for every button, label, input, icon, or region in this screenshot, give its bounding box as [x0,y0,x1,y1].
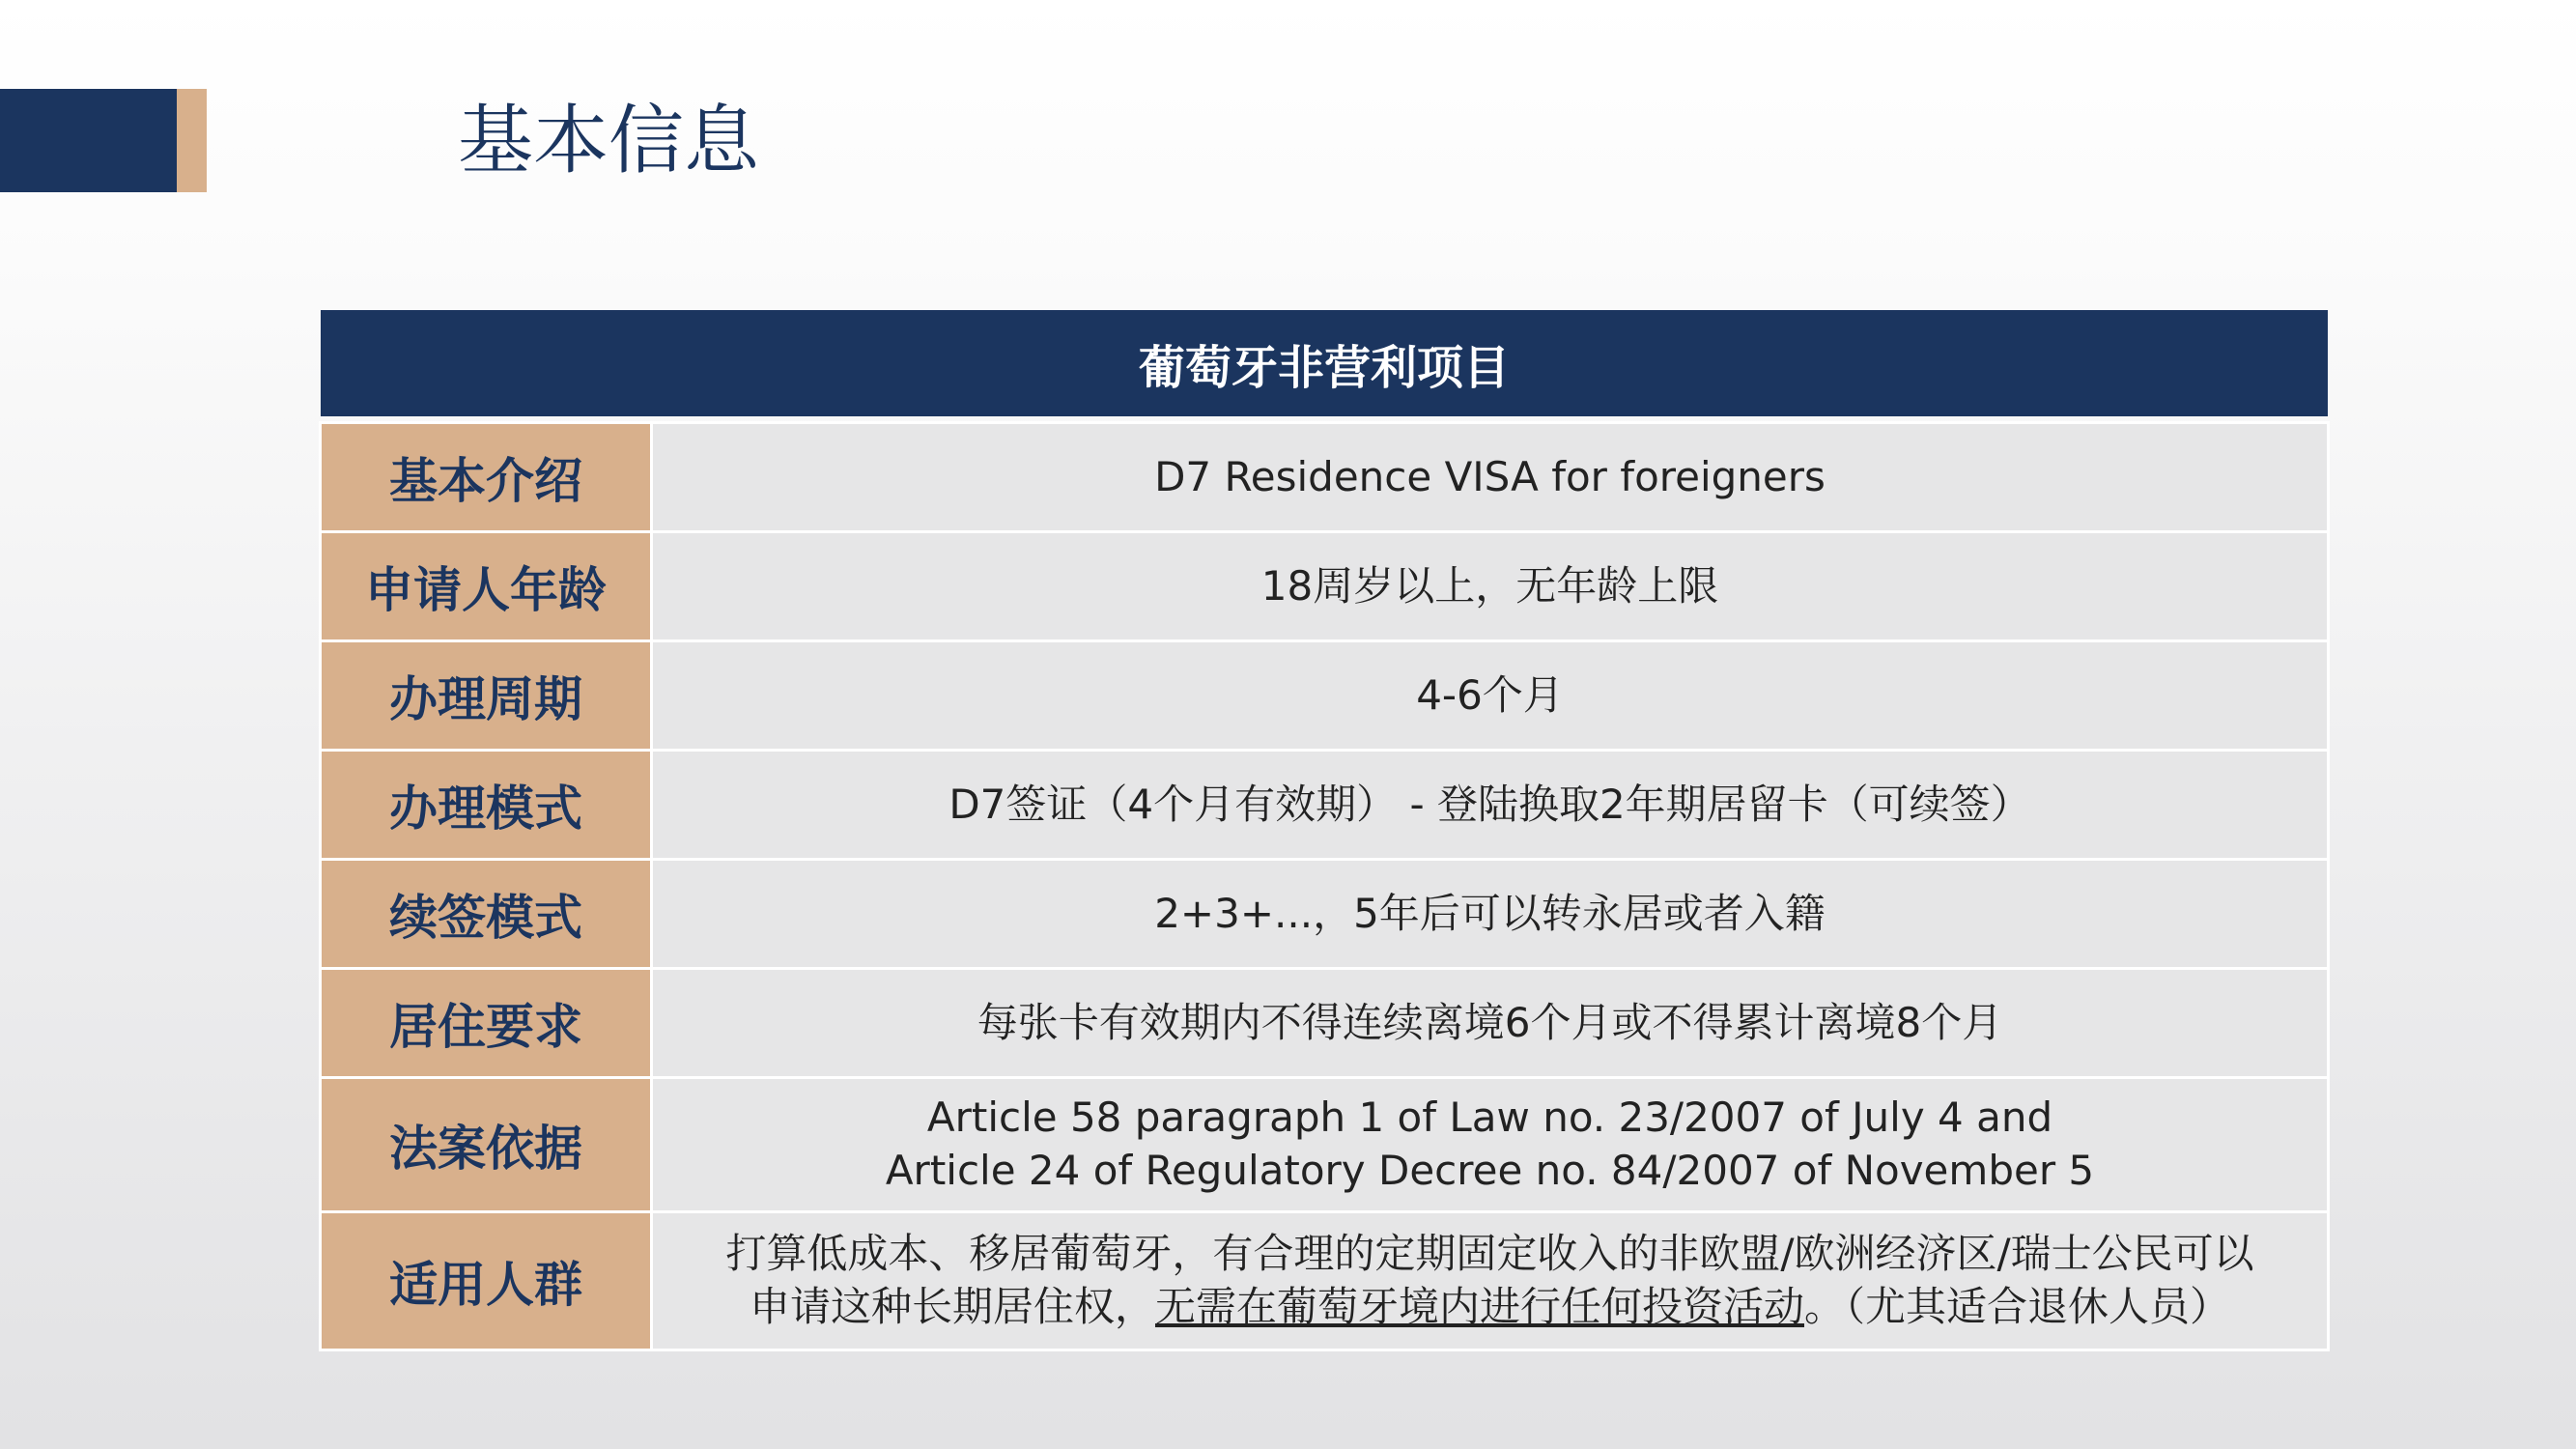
table-row [321,860,2329,969]
row-label-mode: 办理模式 [321,751,652,860]
row-label-residence: 居住要求 [321,969,652,1078]
table-row [321,1212,2329,1350]
info-table [319,421,2330,1351]
row-label-age: 申请人年龄 [321,532,652,641]
audience-line-2 [653,1281,2327,1334]
title-accent-stripe [177,89,207,192]
table-row [321,423,2329,532]
audience-line-2-underlined: 无需在葡萄牙境内进行任何投资活动 [1154,1283,1804,1330]
row-value-audience [652,1212,2329,1350]
row-value-intro: D7 Residence VISA for foreigners [652,423,2329,532]
row-label-legal-basis: 法案依据 [321,1078,652,1212]
table-row [321,532,2329,641]
row-label-renewal: 续签模式 [321,860,652,969]
row-value-period: 4-6个月 [652,641,2329,751]
table-row [321,751,2329,860]
audience-line-2-suffix: 。（尤其适合退休人员） [1804,1283,2231,1330]
audience-line-1: 打算低成本、移居葡萄牙，有合理的定期固定收入的非欧盟/欧洲经济区/瑞士公民可以 [725,1230,2254,1278]
row-value-mode: D7签证（4个月有效期） - 登陆换取2年期居留卡（可续签） [652,751,2329,860]
legal-basis-line-1: Article 58 paragraph 1 of Law no. 23/2007 of July 4 and [926,1094,2053,1142]
row-label-intro: 基本介绍 [321,423,652,532]
row-value-residence: 每张卡有效期内不得连续离境6个月或不得累计离境8个月 [652,969,2329,1078]
row-label-period: 办理周期 [321,641,652,751]
table-header: 葡萄牙非营利项目 [321,310,2328,416]
table-row [321,1078,2329,1212]
audience-line-2-prefix: 申请这种长期居住权， [749,1283,1155,1330]
page-title: 基本信息 [458,98,760,185]
row-value-age: 18周岁以上，无年龄上限 [652,532,2329,641]
title-accent-bar [0,89,177,192]
row-value-renewal: 2+3+...，5年后可以转永居或者入籍 [652,860,2329,969]
table-row [321,641,2329,751]
legal-basis-line-2: Article 24 of Regulatory Decree no. 84/2007 of November 5 [885,1147,2095,1194]
table-row [321,969,2329,1078]
row-label-audience: 适用人群 [321,1212,652,1350]
row-value-legal-basis [652,1078,2329,1212]
